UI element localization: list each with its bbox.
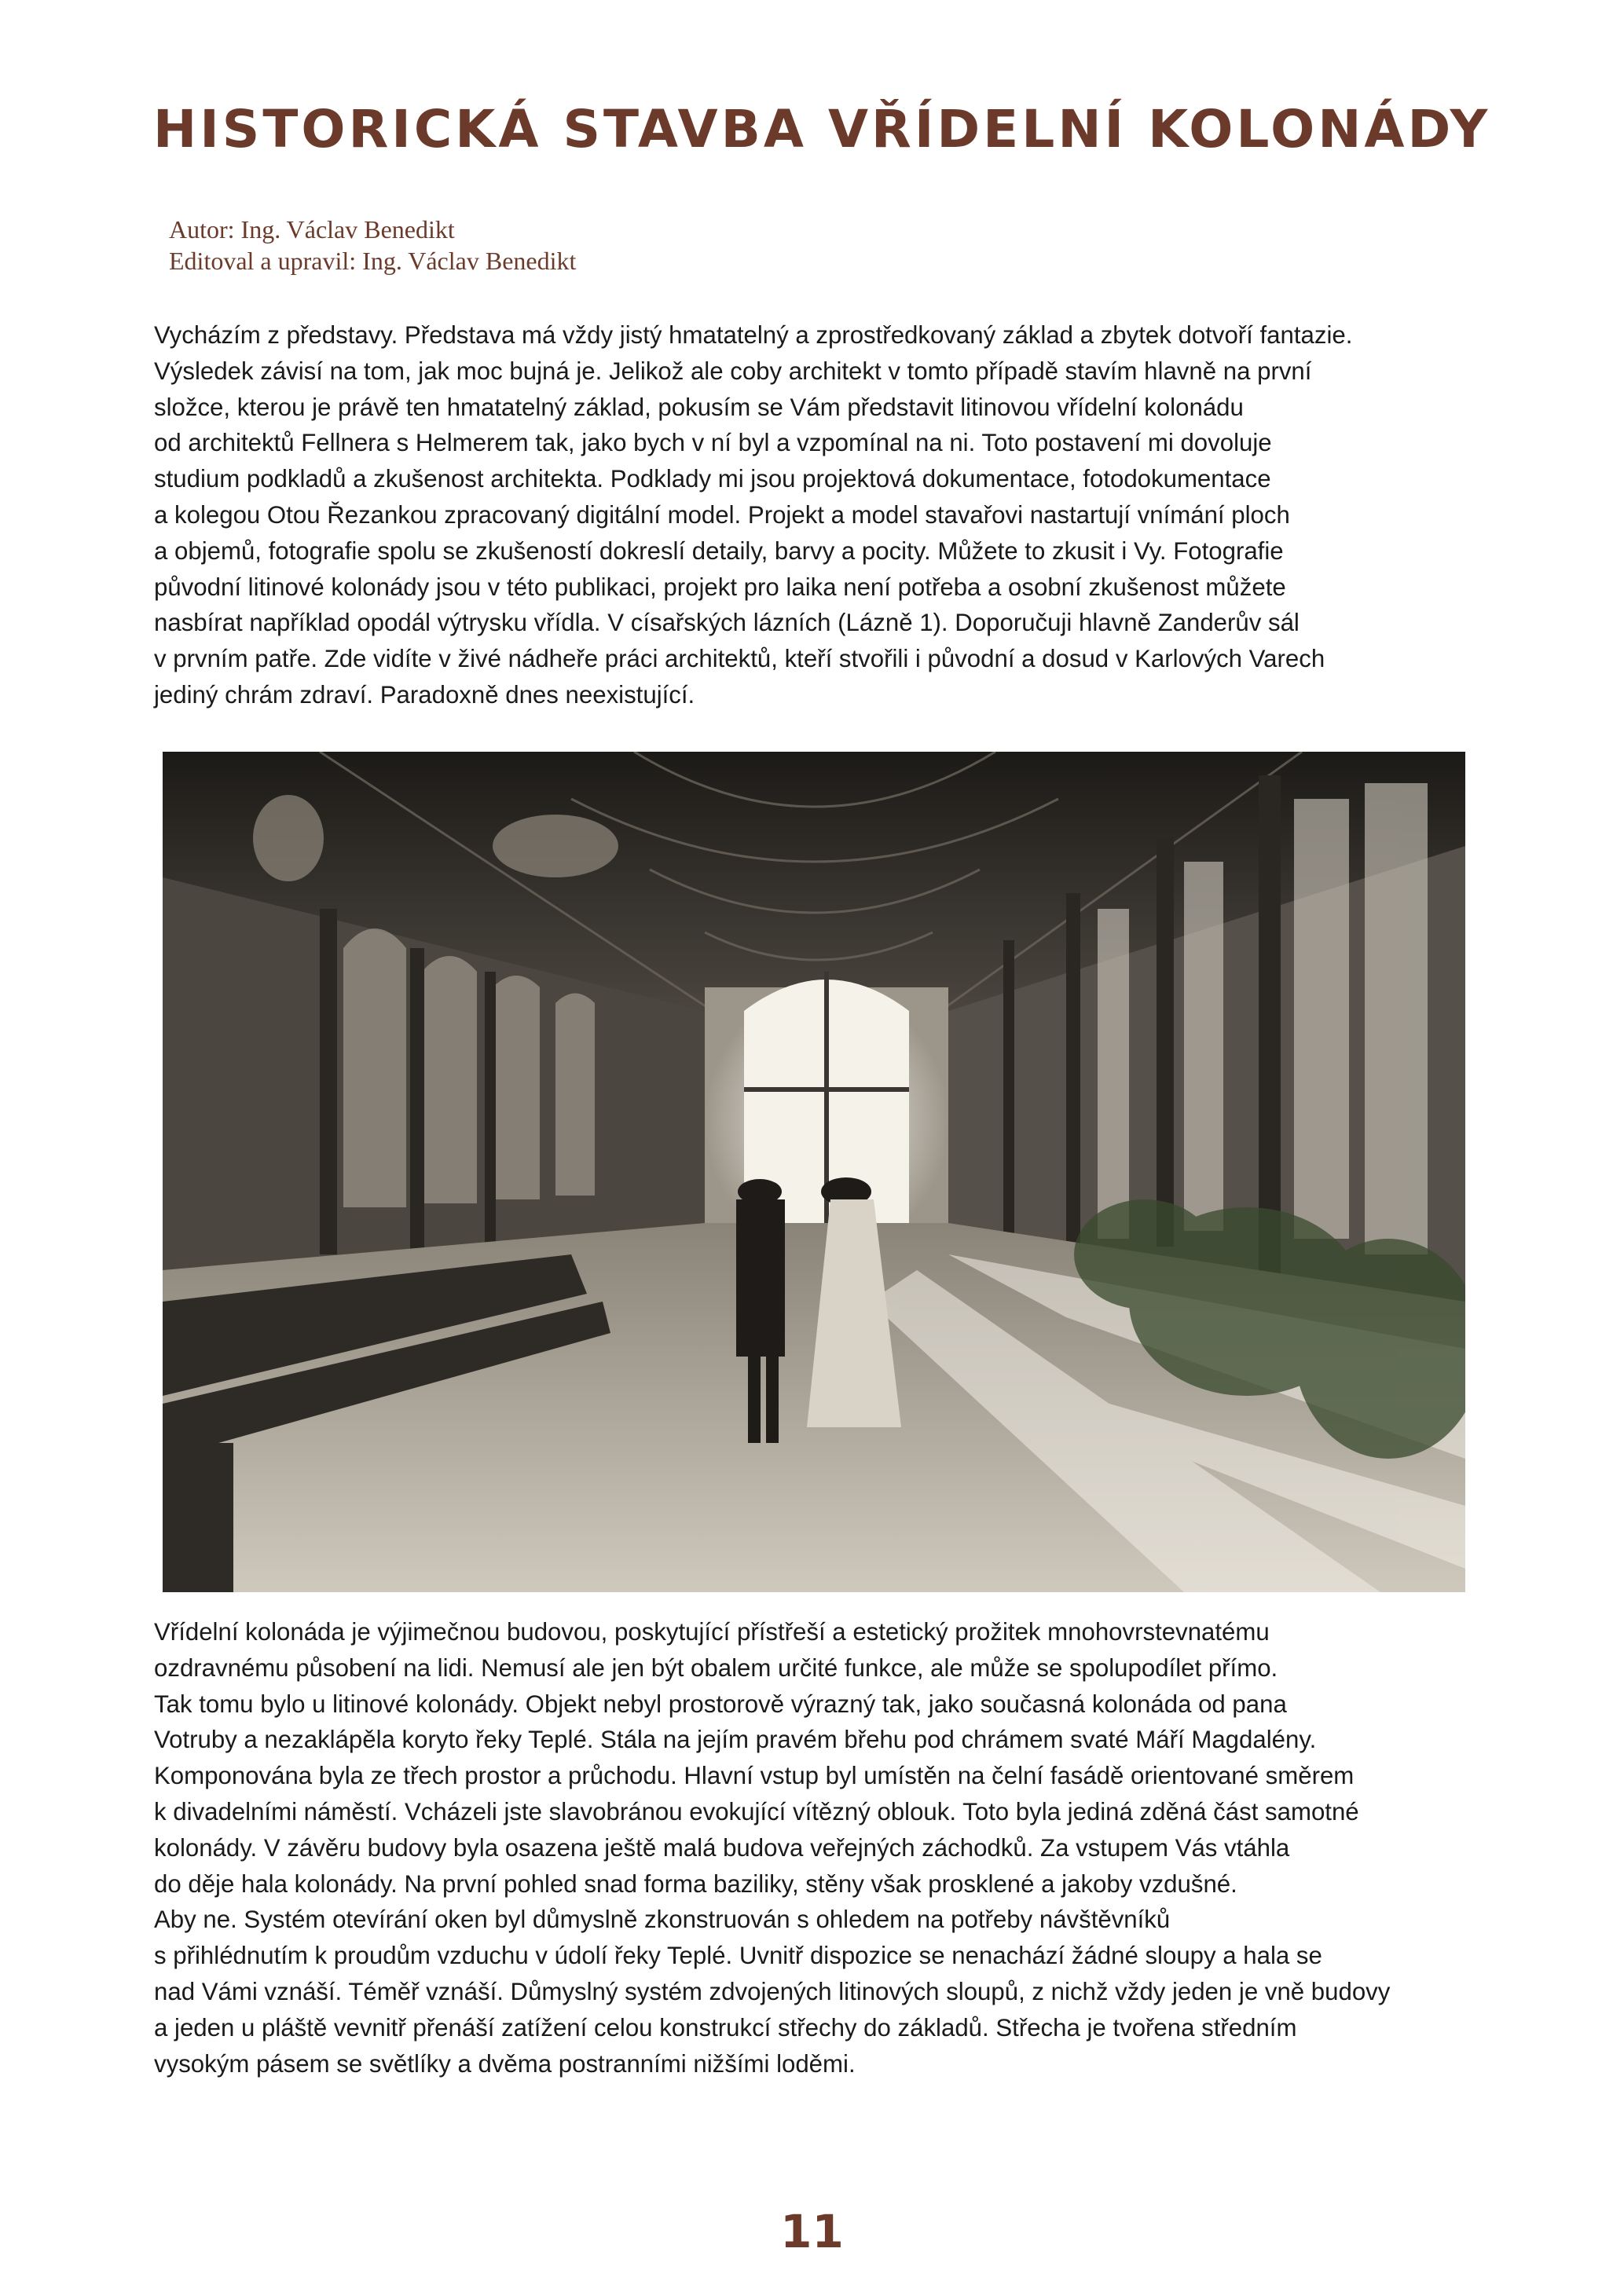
text-line: a kolegou Otou Řezankou zpracovaný digitální model. Projekt a model stavařovi nastartují vnímání ploch xyxy=(154,500,1290,529)
text-line: nasbírat například opodál výtrysku vřídla. V císařských lázních (Lázně 1). Doporučuji hlavně Zanderův sál xyxy=(154,609,1300,637)
text-line: původní litinové kolonády jsou v této publikaci, projekt pro laika není potřeba a osobní zkušenost můžete xyxy=(154,573,1286,601)
page-title: HISTORICKÁ STAVBA VŘÍDELNÍ KOLONÁDY xyxy=(153,99,1491,159)
second-paragraph xyxy=(154,1614,1537,2082)
text-line: do děje hala kolonády. Na první pohled snad forma baziliky, stěny však prosklené a jakoby vzdušné. xyxy=(154,1869,1237,1898)
text-line: jediný chrám zdraví. Paradoxně dnes neexistující. xyxy=(154,680,695,709)
author-line: Autor: Ing. Václav Benedikt xyxy=(169,215,455,244)
text-line: Aby ne. Systém otevírání oken byl důmyslně zkonstruován s ohledem na potřeby návštěvníků xyxy=(154,1906,1171,1934)
text-line: a jeden u pláště vevnitř přenáší zatížení celou konstrukcí střechy do základů. Střecha je tvořena středním xyxy=(154,2013,1297,2041)
text-line: od architektů Fellnera s Helmerem tak, jako bych v ní byl a vzpomínal na ni. Toto postavení mi dovoluje xyxy=(154,429,1272,457)
intro-paragraph xyxy=(154,317,1537,713)
editor-line: Editoval a upravil: Ing. Václav Benedikt xyxy=(169,247,577,275)
text-line: Vřídelní kolonáda je výjimečnou budovou, poskytující přístřeší a estetický prožitek mnohovrstevnatému xyxy=(154,1618,1270,1646)
text-line: studium podkladů a zkušenost architekta. Podklady mi jsou projektová dokumentace, fotodokumentace xyxy=(154,465,1271,493)
author-block xyxy=(169,214,576,276)
text-line: v prvním patře. Zde vidíte v živé nádheře práci architektů, kteří stvořili i původní a dosud v Karlových Varech xyxy=(154,645,1325,673)
text-line: Komponována byla ze třech prostor a průchodu. Hlavní vstup byl umístěn na čelní fasádě orientované směrem xyxy=(154,1762,1355,1790)
text-line: Votruby a nezaklápěla koryto řeky Teplé. Stála na jejím pravém břehu pod chrámem svaté Máří Magdalény. xyxy=(154,1726,1317,1754)
page-number: 11 xyxy=(780,2205,844,2258)
text-line: Výsledek závisí na tom, jak moc bujná je. Jelikož ale coby architekt v tomto případě stavím hlavně na první xyxy=(154,357,1312,385)
text-line: Tak tomu bylo u litinové kolonády. Objekt nebyl prostorově výrazný tak, jako současná kolonáda od pana xyxy=(154,1690,1287,1718)
photo-illustration xyxy=(163,752,1465,1592)
text-line: a objemů, fotografie spolu se zkušeností dokreslí detaily, barvy a pocity. Můžete to zkusit i Vy. Fotografie xyxy=(154,536,1284,565)
text-line: k divadelními náměstí. Vcházeli jste slavobránou evokující vítězný oblouk. Toto byla jediná zděná část samotné xyxy=(154,1797,1359,1825)
text-line: Vycházím z představy. Představa má vždy jistý hmatatelný a zprostředkovaný základ a zbytek dotvoří fantazie. xyxy=(154,321,1353,349)
text-line: ozdravnému působení na lidi. Nemusí ale jen být obalem určité funkce, ale může se spolupodílet přímo. xyxy=(154,1653,1278,1682)
text-line: kolonády. V závěru budovy byla osazena ještě malá budova veřejných záchodků. Za vstupem Vás vtáhla xyxy=(154,1833,1290,1862)
text-line: vysokým pásem se světlíky a dvěma postranními nižšími loděmi. xyxy=(154,2049,856,2078)
historic-colonnade-photo xyxy=(163,752,1465,1592)
text-line: nad Vámi vznáší. Téměř vznáší. Důmyslný systém zdvojených litinových sloupů, z nichž vždy jeden je vně budovy xyxy=(154,1977,1391,2005)
text-line: s přihlédnutím k proudům vzduchu v údolí řeky Teplé. Uvnitř dispozice se nenachází žádné sloupy a hala se xyxy=(154,1942,1322,1970)
text-line: složce, kterou je právě ten hmatatelný základ, pokusím se Vám představit litinovou vřídelní kolonádu xyxy=(154,393,1244,421)
